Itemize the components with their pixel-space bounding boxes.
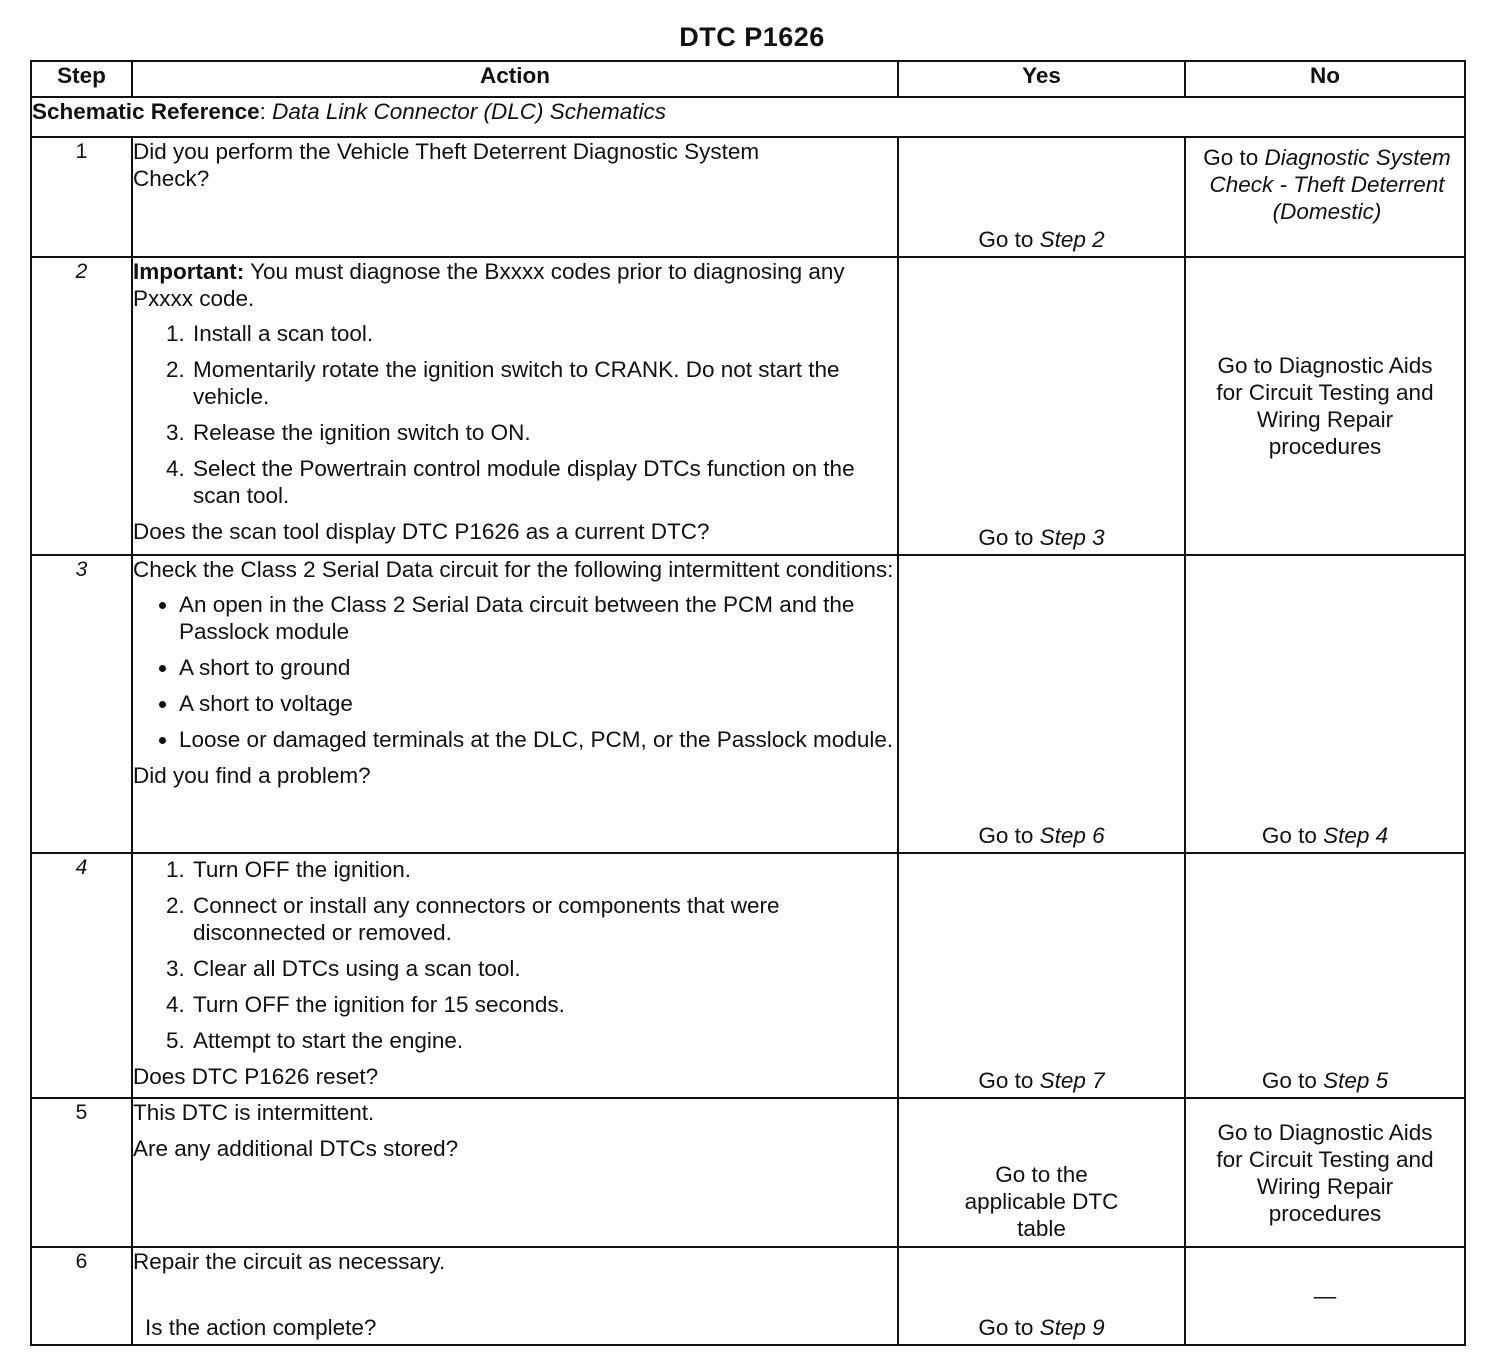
no-cell (1185, 1098, 1465, 1247)
header-action: Action (132, 61, 898, 97)
table-row-step-6 (31, 1247, 1465, 1345)
dtc-table (30, 60, 1466, 1346)
yes-prefix: Go to (978, 1068, 1040, 1093)
list-item: 1. Install a scan tool. (191, 320, 897, 347)
yes-goto (899, 226, 1184, 253)
procedure-list (133, 856, 897, 1054)
yes-step-link[interactable]: Step 6 (1039, 823, 1105, 848)
no-text[interactable]: Go to Diagnostic Aids for Circuit Testing and Wiring Repair procedures (1216, 353, 1434, 459)
list-item: 5. Attempt to start the engine. (191, 1027, 897, 1054)
no-step-link[interactable]: Diagnostic System Check - Theft Deterrent (Domestic) (1209, 145, 1451, 224)
table-row-step-1 (31, 137, 1465, 257)
important-text: You must diagnose the Bxxxx codes prior to diagnosing any Pxxxx code. (133, 259, 845, 311)
header-yes: Yes (898, 61, 1185, 97)
yes-prefix: Go to (978, 227, 1040, 252)
step-number: 5 (31, 1098, 132, 1247)
action-intro: Check the Class 2 Serial Data circuit for the following intermittent conditions: (133, 557, 894, 582)
list-item: 4. Turn OFF the ignition for 15 seconds. (191, 991, 897, 1018)
no-goto (1186, 1067, 1464, 1094)
schematic-reference (31, 97, 1465, 137)
schematic-separator: : (259, 99, 273, 124)
important-label: Important: (133, 259, 245, 284)
yes-step-link[interactable]: Step 2 (1039, 227, 1105, 252)
yes-goto (899, 524, 1184, 551)
action-cell (132, 555, 898, 853)
list-item: • Loose or damaged terminals at the DLC, PCM, or the Passlock module. (179, 726, 897, 753)
action-question: Does DTC P1626 reset? (133, 1064, 379, 1089)
yes-goto (899, 1314, 1184, 1341)
list-item: 2. Momentarily rotate the ignition switch to CRANK. Do not start the vehicle. (191, 356, 897, 410)
step-number: 4 (31, 853, 132, 1098)
action-cell (132, 257, 898, 555)
action-cell (132, 137, 898, 257)
schematic-label: Schematic Reference (32, 99, 260, 124)
action-question: Are any additional DTCs stored? (133, 1136, 459, 1161)
yes-cell (898, 257, 1185, 555)
list-item: 1. Turn OFF the ignition. (191, 856, 897, 883)
yes-cell (898, 555, 1185, 853)
table-row-step-4 (31, 853, 1465, 1098)
document-title: DTC P1626 (679, 22, 825, 52)
table-row-step-2 (31, 257, 1465, 555)
yes-step-link[interactable]: Step 9 (1039, 1315, 1105, 1340)
action-statement: This DTC is intermittent. (133, 1100, 375, 1125)
no-text[interactable]: Go to Diagnostic Aids for Circuit Testing and Wiring Repair procedures (1216, 1119, 1434, 1226)
no-cell (1185, 257, 1465, 555)
action-question: Did you perform the Vehicle Theft Deterrent Diagnostic System Check? (133, 139, 760, 191)
yes-cell (898, 1247, 1185, 1345)
no-cell (1185, 137, 1465, 257)
no-prefix: Go to (1203, 145, 1265, 170)
action-cell (132, 1247, 898, 1345)
list-item: • A short to ground (179, 654, 897, 681)
step-number: 6 (31, 1247, 132, 1345)
yes-cell (898, 137, 1185, 257)
header-row (31, 61, 1465, 97)
important-note (133, 258, 897, 312)
action-question: Did you find a problem? (133, 763, 371, 788)
list-item: • A short to voltage (179, 690, 897, 717)
yes-cell (898, 853, 1185, 1098)
yes-cell (898, 1098, 1185, 1247)
list-item: 3. Release the ignition switch to ON. (191, 419, 897, 446)
table-row-step-3 (31, 555, 1465, 853)
action-statement: Repair the circuit as necessary. (133, 1249, 446, 1274)
no-cell (1185, 853, 1465, 1098)
no-step-link[interactable]: Step 4 (1323, 823, 1389, 848)
no-step-link[interactable]: Step 5 (1323, 1068, 1389, 1093)
no-goto (1186, 822, 1464, 849)
yes-prefix: Go to (978, 525, 1040, 550)
no-prefix: Go to (1261, 823, 1324, 848)
schematic-row (31, 97, 1465, 137)
no-cell (1185, 1247, 1465, 1345)
list-item: 4. Select the Powertrain control module display DTCs function on the scan tool. (191, 455, 897, 509)
action-question: Does the scan tool display DTC P1626 as a current DTC? (133, 519, 710, 544)
yes-prefix: Go to (978, 1315, 1040, 1340)
list-item: 2. Connect or install any connectors or components that were disconnected or removed. (191, 892, 897, 946)
yes-text[interactable]: Go to the applicable DTC table (964, 1162, 1119, 1241)
list-item: 3. Clear all DTCs using a scan tool. (191, 955, 897, 982)
step-number: 3 (31, 555, 132, 853)
action-cell (132, 853, 898, 1098)
yes-step-link[interactable]: Step 3 (1039, 525, 1105, 550)
no-dash: — (1313, 1283, 1337, 1309)
yes-prefix: Go to (978, 823, 1040, 848)
action-question: Is the action complete? (145, 1315, 377, 1340)
no-prefix: Go to (1261, 1068, 1324, 1093)
schematic-link[interactable]: Data Link Connector (DLC) Schematics (272, 99, 667, 124)
table-row-step-5 (31, 1098, 1465, 1247)
action-cell (132, 1098, 898, 1247)
list-item: • An open in the Class 2 Serial Data circuit between the PCM and the Passlock module (179, 591, 897, 645)
step-number: 1 (31, 137, 132, 257)
procedure-list (133, 320, 897, 509)
yes-goto (899, 1067, 1184, 1094)
no-goto (1186, 138, 1464, 225)
condition-list (133, 591, 897, 753)
yes-step-link[interactable]: Step 7 (1039, 1068, 1105, 1093)
header-no: No (1185, 61, 1465, 97)
no-cell (1185, 555, 1465, 853)
step-number: 2 (31, 257, 132, 555)
yes-goto (899, 822, 1184, 849)
header-step: Step (31, 61, 132, 97)
